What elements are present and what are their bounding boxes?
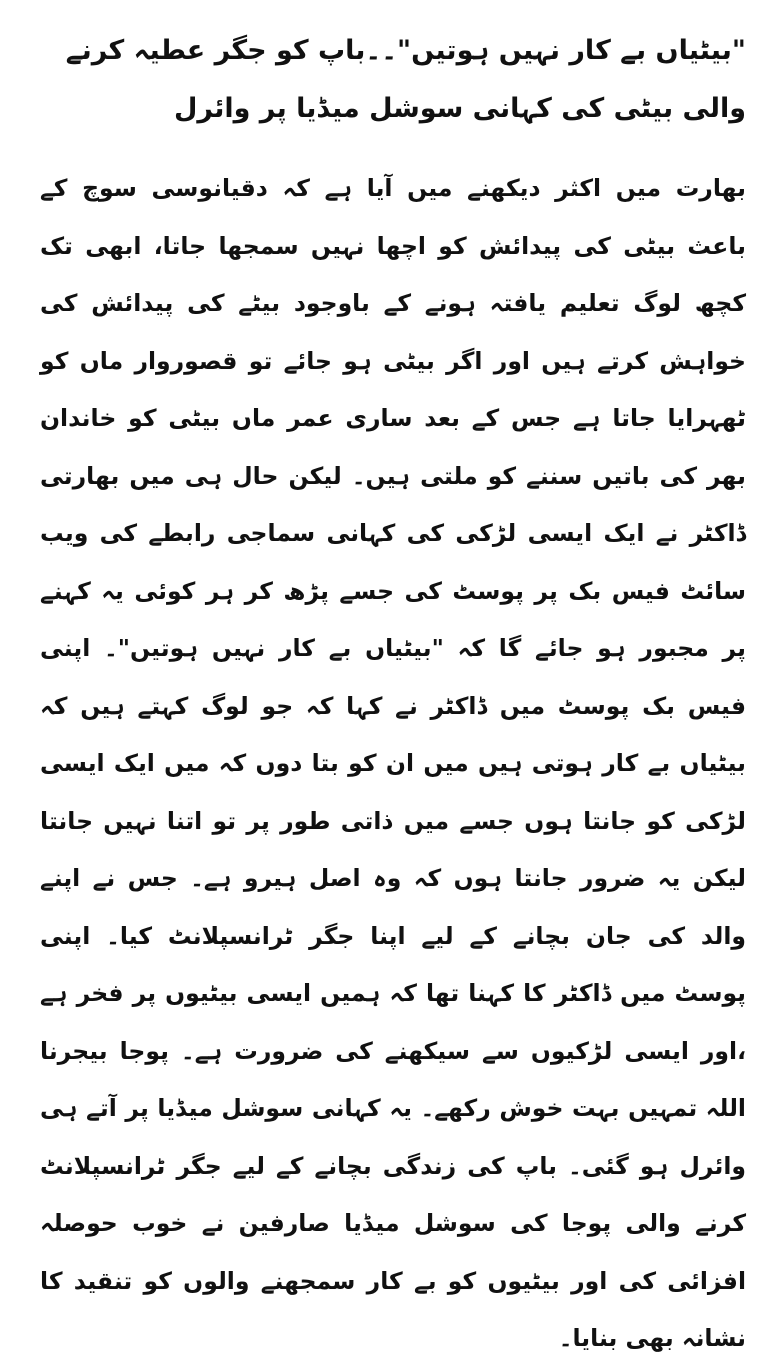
article (40, 0, 746, 1352)
article-headline: "بیٹیاں بے کار نہیں ہوتیں"۔۔باپ کو جگر عطیہ کرنے والی بیٹی کی کہانی سوشل میڈیا پر وائرل (65, 35, 746, 124)
article-body: بھارت میں اکثر دیکھنے میں آیا ہے کہ دقیانوسی سوچ کے باعث بیٹی کی پیدائش کو اچھا نہیں سمجھا جاتا، ابھی تک کچھ لوگ تعلیم یافتہ ہونے کے باوجود بیٹے کی پیدائش کی خواہش کرتے ہیں اور اگر بیٹی ہو جائے تو قصوروار ماں کو ٹھہرایا جاتا ہے جس کے بعد ساری عمر ماں بیٹی کو خاندان بھر کی باتیں سننے کو ملتی ہیں۔ لیکن حال ہی میں بھارتی ڈاکٹر نے ایک ایسی لڑکی کی کہانی سماجی رابطے کی ویب سائٹ فیس بک پر پوسٹ کی جسے پڑھ کر ہر کوئی یہ کہنے پر مجبور ہو جائے گا کہ "بیٹیاں بے کار نہیں ہوتیں"۔ اپنی فیس بک پوسٹ میں ڈاکٹر نے کہا کہ جو لوگ کہتے ہیں کہ بیٹیاں بے کار ہوتی ہیں میں ان کو بتا دوں کہ میں ایک ایسی لڑکی کو جانتا ہوں جسے میں ذاتی طور پر تو اتنا نہیں جانتا لیکن یہ ضرور جانتا ہوں کہ وہ اصل ہیرو ہے۔ جس نے اپنے والد کی جان بچانے کے لیے اپنا جگر ٹرانسپلانٹ کیا۔ اپنی پوسٹ میں ڈاکٹر کا کہنا تھا کہ ہمیں ایسی بیٹیوں پر فخر ہے ،اور ایسی لڑکیوں سے سیکھنے کی ضرورت ہے۔ پوجا بیجرنا اللہ تمہیں بہت خوش رکھے۔ یہ کہانی سوشل میڈیا پر آتے ہی وائرل ہو گئی۔ باپ کی زندگی بچانے کے لیے جگر ٹرانسپلانٹ کرنے والی پوجا کی سوشل میڈیا صارفین نے خوب حوصلہ افزائی کی اور بیٹیوں کو بے کار سمجھنے والوں کو تنقید کا نشانہ بھی بنایا۔ (40, 174, 746, 1352)
